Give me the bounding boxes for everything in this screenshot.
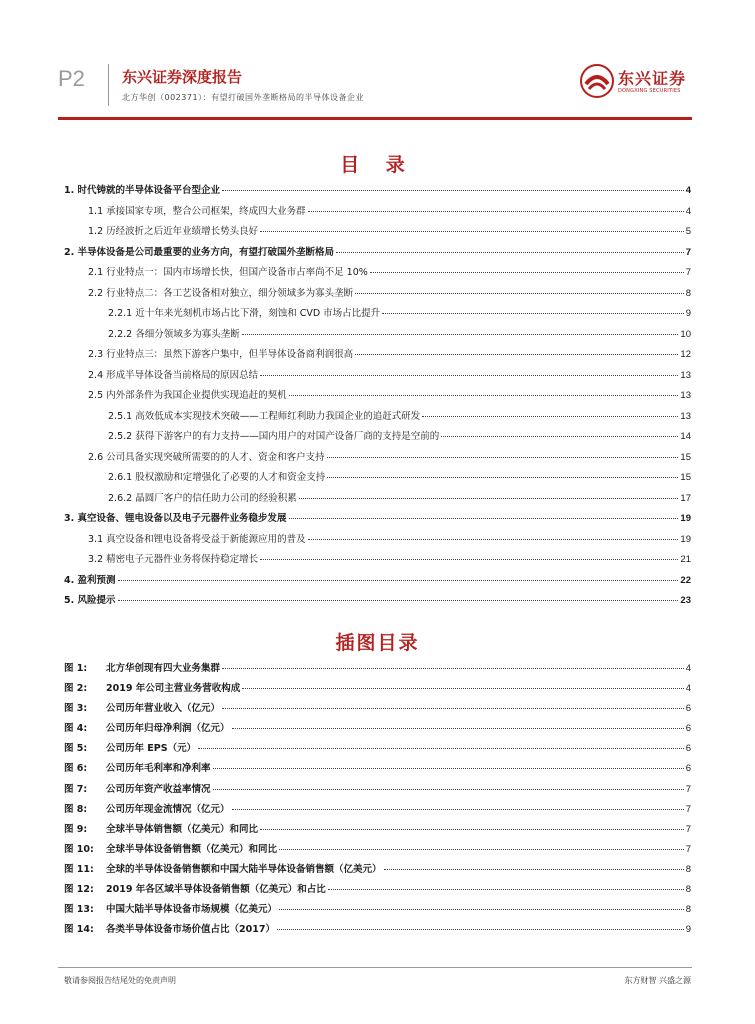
toc-entry[interactable] xyxy=(64,285,691,306)
figure-entry[interactable] xyxy=(64,660,691,680)
figure-entry-label: 全球的半导体设备销售额和中国大陆半导体设备销售额（亿美元） xyxy=(106,863,382,875)
toc-entry[interactable] xyxy=(64,551,691,572)
figure-entry-page: 9 xyxy=(685,924,691,936)
figure-entry-number: 图 4: xyxy=(64,723,88,735)
logo-text-cn: 东兴证券 xyxy=(618,69,687,88)
toc-entry-label: 4. 盈利预测 xyxy=(64,574,116,586)
toc-entry-label: 3.2 精密电子元器件业务将保持稳定增长 xyxy=(88,554,259,565)
figure-entry-page: 7 xyxy=(685,803,691,815)
figure-entry-page: 8 xyxy=(685,863,691,875)
figure-entry-label: 公司历年现金流情况（亿元） xyxy=(106,803,230,815)
figure-leader-dots xyxy=(232,809,684,810)
figure-entry-number: 图 14: xyxy=(64,924,94,936)
figure-entry-page: 6 xyxy=(685,723,691,735)
toc-entry[interactable] xyxy=(64,367,691,388)
toc-leader-dots xyxy=(336,252,684,253)
toc-entry-label: 2.6.2 晶圆厂客户的信任助力公司的经验积累 xyxy=(108,492,297,504)
toc-entry-label: 2.5 内外部条件为我国企业提供实现追赶的契机 xyxy=(88,390,287,401)
figure-entry-page: 8 xyxy=(685,904,691,916)
toc-leader-dots xyxy=(118,600,679,601)
figure-entry-label: 2019 年各区域半导体设备销售额（亿美元）和占比 xyxy=(106,884,326,896)
figure-entry-page: 7 xyxy=(685,843,691,855)
figure-entry-number: 图 11: xyxy=(64,863,94,875)
toc-leader-dots xyxy=(308,211,684,212)
page-number: P2 xyxy=(58,66,85,91)
figure-entry-page: 7 xyxy=(685,783,691,795)
toc-leader-dots xyxy=(370,272,684,273)
toc-entry-page: 22 xyxy=(680,574,691,586)
toc-leader-dots xyxy=(289,518,679,519)
toc-entry-label: 2.4 形成半导体设备当前格局的原因总结 xyxy=(88,369,259,381)
toc-leader-dots xyxy=(355,354,678,355)
toc-title: 目 录 xyxy=(340,154,415,176)
toc-leader-dots xyxy=(260,375,678,376)
header-rule xyxy=(58,117,692,120)
figure-entry-page: 8 xyxy=(685,884,691,896)
figure-entry-page: 6 xyxy=(685,703,691,715)
toc-entry[interactable] xyxy=(64,182,691,203)
figure-entry[interactable] xyxy=(64,901,691,921)
toc-entry-label: 2. 半导体设备是公司最重要的业务方向，有望打破国外垄断格局 xyxy=(64,246,335,258)
figure-entry[interactable] xyxy=(64,921,691,941)
figure-entry-label: 公司历年毛利率和净利率 xyxy=(106,763,211,775)
footer-rule xyxy=(58,967,692,968)
figure-entry-number: 图 6: xyxy=(64,763,88,775)
toc-entry-label: 2.6.1 股权激励和定增强化了必要的人才和资金支持 xyxy=(108,472,326,483)
figure-leader-dots xyxy=(384,869,684,870)
toc-entry[interactable] xyxy=(64,387,691,408)
toc-leader-dots xyxy=(242,334,679,335)
figure-leader-dots xyxy=(279,849,684,850)
figure-entry[interactable] xyxy=(64,841,691,861)
figure-entry-number: 图 1: xyxy=(64,663,88,674)
toc-leader-dots xyxy=(299,498,679,499)
toc-entry[interactable] xyxy=(64,531,691,552)
toc-entry-page: 7 xyxy=(685,267,691,278)
figure-entry-label: 北方华创现有四大业务集群 xyxy=(106,663,221,674)
figure-entry-label: 公司历年 EPS（元） xyxy=(106,743,197,755)
toc-leader-dots xyxy=(422,416,678,417)
report-subtitle: 北方华创（002371）：有望打破国外垄断格局的半导体设备企业 xyxy=(122,93,365,102)
figure-entry-label: 公司历年归母净利润（亿元） xyxy=(106,723,230,735)
figure-entry-page: 6 xyxy=(685,743,691,755)
figure-entry[interactable] xyxy=(64,821,691,841)
toc-entry-label: 1.1 承接国家专项，整合公司框架，终成四大业务群 xyxy=(88,205,306,217)
footer-disclaimer: 敬请参阅报告结尾处的免责声明 xyxy=(64,976,176,985)
figure-leader-dots xyxy=(232,728,684,729)
company-logo xyxy=(580,62,692,102)
figure-entry-page: 4 xyxy=(685,683,691,695)
toc-entry-page: 13 xyxy=(680,390,691,401)
toc-entry-page: 13 xyxy=(680,410,691,422)
toc-entry-page: 14 xyxy=(680,431,691,442)
figure-entry-label: 各类半导体设备市场价值占比（2017） xyxy=(106,924,275,936)
logo-text-en: DONGXING SECURITIES xyxy=(618,88,681,94)
figure-list-title: 插图目录 xyxy=(335,632,420,654)
footer-slogan: 东方财智 兴盛之源 xyxy=(624,976,691,985)
toc-entry-label: 2.6 公司具备实现突破所需要的的人才、资金和客户支持 xyxy=(88,451,325,463)
toc-entry-label: 2.5.2 获得下游客户的有力支持——国内用户的对国产设备厂商的支持是空前的 xyxy=(108,431,440,442)
toc-entry-page: 7 xyxy=(685,246,691,258)
toc-list xyxy=(64,182,691,613)
figure-entry-number: 图 5: xyxy=(64,743,88,755)
figure-entry[interactable] xyxy=(64,861,691,881)
figure-entry-number: 图 2: xyxy=(64,683,88,695)
toc-entry-label: 2.3 行业特点三：虽然下游客户集中，但半导体设备商利润很高 xyxy=(88,349,354,360)
toc-entry[interactable] xyxy=(64,408,691,429)
toc-entry[interactable] xyxy=(64,469,691,490)
figure-list xyxy=(64,660,691,941)
toc-entry[interactable] xyxy=(64,449,691,470)
report-title: 东兴证券深度报告 xyxy=(122,68,243,86)
toc-entry-page: 4 xyxy=(685,205,691,217)
toc-entry-page: 5 xyxy=(685,226,691,237)
figure-entry-page: 7 xyxy=(685,823,691,835)
toc-entry-page: 9 xyxy=(685,308,691,319)
toc-entry[interactable] xyxy=(64,264,691,285)
figure-leader-dots xyxy=(222,708,684,709)
toc-leader-dots xyxy=(355,293,684,294)
figure-entry-number: 图 13: xyxy=(64,904,94,916)
figure-entry-label: 全球半导体设备销售额（亿美元）和同比 xyxy=(106,843,278,855)
figure-entry[interactable] xyxy=(64,881,691,901)
header-divider xyxy=(108,64,109,106)
toc-leader-dots xyxy=(260,559,678,560)
toc-entry[interactable] xyxy=(64,490,691,511)
toc-leader-dots xyxy=(441,436,678,437)
toc-entry-label: 2.2.2 各细分领域多为寡头垄断 xyxy=(108,328,240,340)
figure-entry-number: 图 10: xyxy=(64,843,94,855)
toc-entry-label: 1.2 历经波折之后近年业绩增长势头良好 xyxy=(88,226,259,237)
figure-entry[interactable] xyxy=(64,720,691,740)
figure-entry-label: 2019 年公司主营业务营收构成 xyxy=(106,683,241,695)
figure-entry[interactable] xyxy=(64,680,691,700)
figure-leader-dots xyxy=(260,829,684,830)
toc-leader-dots xyxy=(260,231,684,232)
page-header xyxy=(0,0,755,125)
figure-entry-number: 图 7: xyxy=(64,783,88,795)
toc-entry[interactable] xyxy=(64,428,691,449)
toc-leader-dots xyxy=(222,190,684,191)
figure-leader-dots xyxy=(213,789,684,790)
figure-entry[interactable] xyxy=(64,700,691,720)
toc-entry-label: 3. 真空设备、锂电设备以及电子元器件业务稳步发展 xyxy=(64,513,287,524)
toc-entry-label: 2.1 行业特点一：国内市场增长快，但国产设备市占率尚不足 10% xyxy=(88,267,368,278)
toc-entry[interactable] xyxy=(64,223,691,244)
figure-leader-dots xyxy=(277,929,684,930)
toc-entry-page: 21 xyxy=(680,554,691,565)
toc-leader-dots xyxy=(289,395,679,396)
toc-entry[interactable] xyxy=(64,305,691,326)
toc-entry[interactable] xyxy=(64,572,691,593)
toc-entry-page: 19 xyxy=(680,533,691,545)
figure-leader-dots xyxy=(242,688,683,689)
figure-leader-dots xyxy=(213,768,684,769)
toc-leader-dots xyxy=(382,313,684,314)
figure-entry-number: 图 8: xyxy=(64,803,88,815)
figure-leader-dots xyxy=(328,889,684,890)
toc-entry[interactable] xyxy=(64,346,691,367)
toc-entry-page: 19 xyxy=(680,513,691,524)
figure-entry[interactable] xyxy=(64,760,691,780)
figure-entry-label: 公司历年营业收入（亿元） xyxy=(106,703,221,715)
figure-entry-page: 6 xyxy=(685,763,691,775)
toc-entry-page: 23 xyxy=(680,595,691,606)
toc-entry-page: 15 xyxy=(680,451,691,463)
figure-leader-dots xyxy=(279,909,684,910)
toc-entry-page: 17 xyxy=(680,492,691,504)
toc-entry-page: 4 xyxy=(685,185,691,196)
toc-entry-page: 15 xyxy=(680,472,691,483)
toc-entry-page: 13 xyxy=(680,369,691,381)
toc-entry-label: 3.1 真空设备和锂电设备将受益于新能源应用的普及 xyxy=(88,533,306,545)
toc-leader-dots xyxy=(327,457,679,458)
toc-entry-page: 12 xyxy=(680,349,691,360)
toc-entry[interactable] xyxy=(64,592,691,613)
figure-entry-page: 4 xyxy=(685,663,691,674)
toc-entry[interactable] xyxy=(64,203,691,224)
toc-entry-label: 2.2 行业特点二：各工艺设备相对独立，细分领域多为寡头垄断 xyxy=(88,287,354,299)
figure-entry-number: 图 12: xyxy=(64,884,94,896)
toc-leader-dots xyxy=(308,539,679,540)
toc-entry[interactable] xyxy=(64,326,691,347)
figure-entry-label: 中国大陆半导体设备市场规模（亿美元） xyxy=(106,904,278,916)
toc-entry-label: 5. 风险提示 xyxy=(64,595,116,606)
toc-entry[interactable] xyxy=(64,244,691,265)
toc-entry-label: 2.2.1 近十年来光刻机市场占比下滑，刻蚀和 CVD 市场占比提升 xyxy=(108,308,381,319)
toc-leader-dots xyxy=(118,580,679,581)
toc-leader-dots xyxy=(327,477,678,478)
figure-entry[interactable] xyxy=(64,801,691,821)
toc-entry[interactable] xyxy=(64,510,691,531)
figure-entry-number: 图 9: xyxy=(64,823,88,835)
toc-entry-label: 1. 时代铸就的半导体设备平台型企业 xyxy=(64,185,221,196)
figure-entry[interactable] xyxy=(64,740,691,760)
figure-entry-number: 图 3: xyxy=(64,703,88,715)
figure-entry-label: 公司历年资产收益率情况 xyxy=(106,783,211,795)
toc-entry-page: 8 xyxy=(685,287,691,299)
toc-entry-label: 2.5.1 高效低成本实现技术突破——工程师红利助力我国企业的追赶式研发 xyxy=(108,410,421,422)
figure-entry[interactable] xyxy=(64,781,691,801)
figure-leader-dots xyxy=(198,748,684,749)
figure-entry-label: 全球半导体销售额（亿美元）和同比 xyxy=(106,823,259,835)
logo-icon xyxy=(580,64,614,98)
figure-leader-dots xyxy=(222,668,684,669)
toc-entry-page: 10 xyxy=(680,328,691,340)
